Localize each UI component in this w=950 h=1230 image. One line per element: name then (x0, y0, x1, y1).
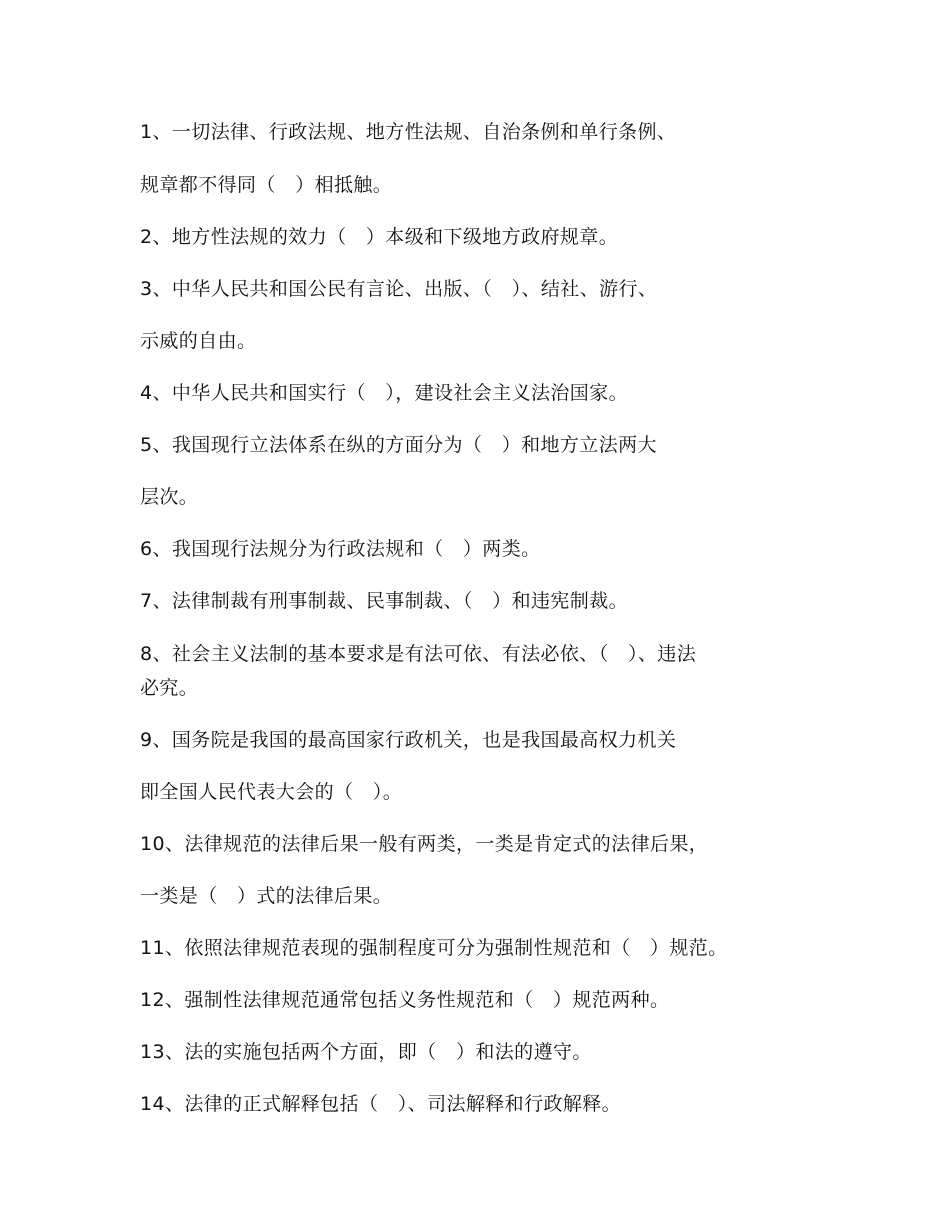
question-3-line-1: 3、中华人民共和国公民有言论、出版、（ ）、结社、游行、 (140, 278, 658, 300)
question-9-line-1: 9、国务院是我国的最高国家行政机关，也是我国最高权力机关 (140, 729, 677, 751)
question-14: 14、法律的正式解释包括（ ）、司法解释和行政解释。 (140, 1093, 622, 1115)
question-6: 6、我国现行法规分为行政法规和（ ）两类。 (140, 538, 541, 560)
question-8-line-1: 8、社会主义法制的基本要求是有法可依、有法必依、（ ）、违法 (140, 643, 697, 665)
question-5-line-2: 层次。 (140, 486, 199, 508)
question-3-line-2: 示威的自由。 (140, 330, 257, 352)
question-13: 13、法的实施包括两个方面，即（ ）和法的遵守。 (140, 1041, 592, 1063)
question-4: 4、中华人民共和国实行（ ），建设社会主义法治国家。 (140, 382, 628, 404)
question-9-line-2: 即全国人民代表大会的（ ）。 (140, 781, 403, 803)
question-12: 12、强制性法律规范通常包括义务性规范和（ ）规范两种。 (140, 989, 670, 1011)
question-5-line-1: 5、我国现行立法体系在纵的方面分为（ ）和地方立法两大 (140, 434, 657, 456)
question-1-line-2: 规章都不得同（ ）相抵触。 (140, 174, 393, 196)
question-2: 2、地方性法规的效力（ ）本级和下级地方政府规章。 (140, 226, 619, 248)
question-1-line-1: 1、一切法律、行政法规、地方性法规、自治条例和单行条例、 (140, 121, 677, 143)
question-7: 7、法律制裁有刑事制裁、民事制裁、（ ）和违宪制裁。 (140, 590, 628, 612)
question-8-line-2: 必究。 (140, 677, 199, 699)
question-11: 11、依照法律规范表现的强制程度可分为强制性规范和（ ）规范。 (140, 937, 728, 959)
question-10-line-1: 10、法律规范的法律后果一般有两类，一类是肯定式的法律后果， (140, 833, 709, 855)
question-10-line-2: 一类是（ ）式的法律后果。 (140, 885, 393, 907)
